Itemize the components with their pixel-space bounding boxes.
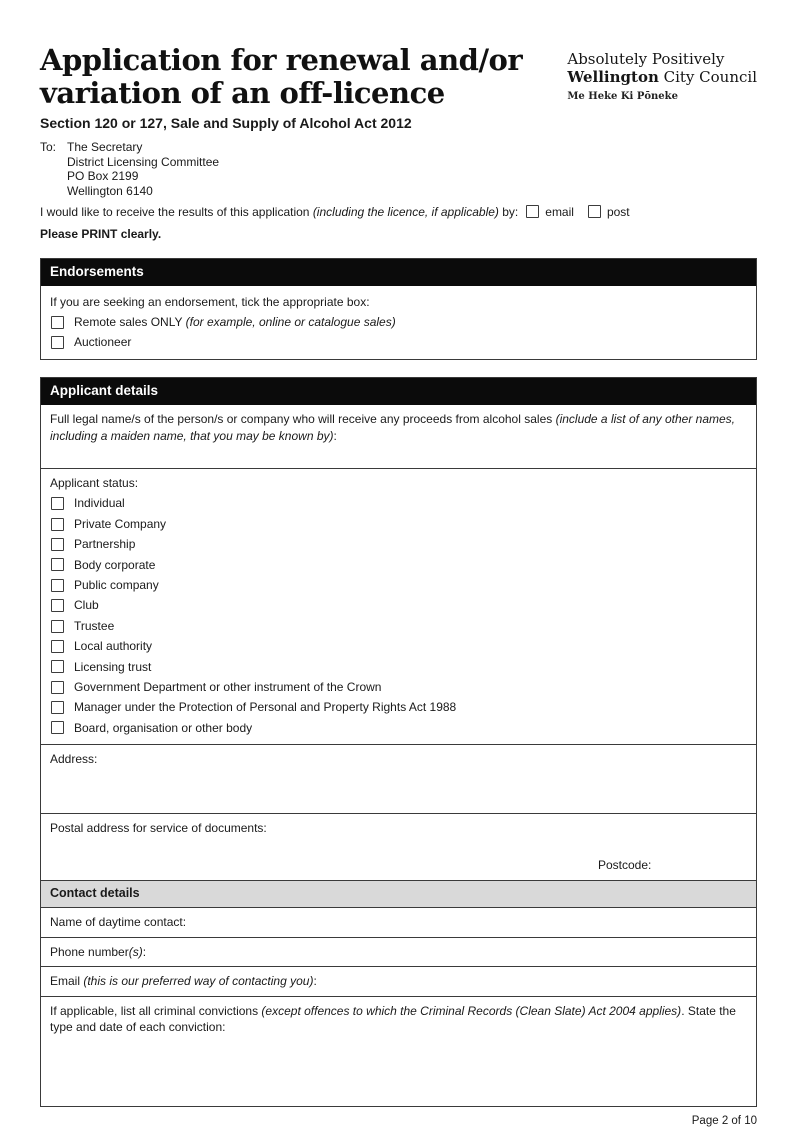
status-option-local-authority — [50, 636, 747, 656]
page-number: Page 2 of 10 — [691, 1114, 757, 1127]
individual-checkbox[interactable] — [51, 497, 64, 510]
phone-number-label: Phone number — [50, 944, 129, 959]
status-option-government-department — [50, 677, 747, 697]
logo-wellington: Wellington — [567, 68, 659, 86]
status-option-label: Private Company — [74, 516, 167, 531]
daytime-contact-label: Name of daytime contact: — [50, 915, 187, 930]
form-subtitle: Section 120 or 127, Sale and Supply of Alcohol Act 2012 — [40, 115, 412, 131]
body-corporate-checkbox[interactable] — [51, 558, 64, 571]
endorsement-option-remote-sales — [50, 312, 747, 332]
to-label: To: — [40, 140, 57, 154]
page-header — [40, 44, 757, 110]
email-field[interactable] — [41, 966, 756, 996]
applicant-details-section — [40, 377, 757, 1107]
applicant-status-options — [50, 492, 747, 739]
status-option-label: Individual — [74, 496, 125, 511]
email-label: Email — [50, 974, 84, 989]
status-option-partnership — [50, 534, 747, 554]
applicant-details-section-header: Applicant details — [41, 378, 756, 405]
page-title-line1: Application for renewal and/or — [40, 43, 523, 77]
postal-address-field[interactable] — [41, 813, 756, 880]
endorsements-body — [41, 286, 756, 359]
status-option-club — [50, 595, 747, 615]
convictions-label-note: (except offences to which the Criminal Records (Clean Slate) Act 2004 applies) — [261, 1003, 682, 1018]
applicant-status-field — [41, 468, 756, 744]
status-option-private-company — [50, 514, 747, 534]
full-legal-name-colon: : — [333, 428, 337, 443]
address-field[interactable] — [41, 744, 756, 813]
receive-results-line — [40, 205, 757, 219]
email-colon: : — [313, 974, 317, 989]
trustee-checkbox[interactable] — [51, 620, 64, 633]
logo-maori-name: Me Heke Ki Pōneke — [567, 91, 678, 102]
endorsements-section-header: Endorsements — [41, 259, 756, 286]
email-checkbox-label: email — [545, 205, 574, 219]
full-legal-name-label: Full legal name/s of the person/s or company who will receive any proceeds from alcohol sales — [50, 412, 556, 426]
status-option-trustee — [50, 616, 747, 636]
full-legal-name-field[interactable] — [41, 405, 756, 468]
addressee-line: The Secretary — [67, 140, 143, 154]
contact-details-subheader: Contact details — [41, 880, 756, 907]
status-option-label: Manager under the Protection of Personal and Property Rights Act 1988 — [74, 700, 457, 715]
licensing-trust-checkbox[interactable] — [51, 660, 64, 673]
email-label-note: (this is our preferred way of contacting you) — [83, 974, 314, 989]
endorsements-instruction: If you are seeking an endorsement, tick the appropriate box: — [50, 295, 370, 309]
addressee-block — [40, 140, 757, 198]
status-option-label: Board, organisation or other body — [74, 720, 253, 735]
endorsement-option-auctioneer — [50, 332, 747, 352]
page-title — [40, 44, 522, 110]
phone-number-colon: : — [142, 944, 147, 959]
addressee-lines — [67, 140, 219, 198]
remote-sales-checkbox[interactable] — [51, 316, 64, 329]
receive-results-suffix: by: — [498, 205, 519, 219]
address-label: Address: — [50, 752, 98, 767]
remote-sales-label-text: Remote sales ONLY — [74, 315, 186, 329]
status-option-manager-ppr-act — [50, 697, 747, 717]
status-option-body-corporate — [50, 555, 747, 575]
club-checkbox[interactable] — [51, 599, 64, 612]
auctioneer-label-text: Auctioneer — [74, 335, 132, 349]
convictions-label: If applicable, list all criminal convictions — [50, 1003, 262, 1018]
daytime-contact-field[interactable] — [41, 907, 756, 937]
postal-address-label: Postal address for service of documents: — [50, 821, 267, 836]
status-option-individual — [50, 494, 747, 514]
post-checkbox[interactable] — [588, 205, 601, 218]
print-clearly-notice: Please PRINT clearly. — [40, 227, 162, 241]
phone-number-field[interactable] — [41, 937, 756, 967]
status-option-label: Partnership — [74, 537, 136, 552]
partnership-checkbox[interactable] — [51, 538, 64, 551]
addressee-line: District Licensing Committee — [67, 154, 220, 169]
logo-slogan: Absolutely Positively — [567, 50, 725, 68]
addressee-line: PO Box 2199 — [67, 169, 139, 183]
government-department-checkbox[interactable] — [51, 681, 64, 694]
full-legal-name-note: (include a list of any other names, including a maiden name, that you may be known by) — [50, 412, 736, 443]
status-option-label: Trustee — [74, 618, 115, 633]
postcode-label: Postcode: — [598, 857, 652, 872]
private-company-checkbox[interactable] — [51, 518, 64, 531]
status-option-label: Local authority — [74, 639, 153, 654]
email-checkbox[interactable] — [526, 205, 539, 218]
status-option-label: Body corporate — [74, 557, 156, 572]
status-option-label: Government Department or other instrument of the Crown — [74, 679, 382, 694]
local-authority-checkbox[interactable] — [51, 640, 64, 653]
status-option-licensing-trust — [50, 657, 747, 677]
phone-number-label-note: (s) — [128, 944, 143, 959]
remote-sales-label — [74, 315, 396, 329]
applicant-status-label: Applicant status: — [50, 476, 139, 490]
logo-council-name — [567, 68, 757, 86]
manager-ppr-act-checkbox[interactable] — [51, 701, 64, 714]
status-option-label: Licensing trust — [74, 659, 152, 674]
council-logo — [567, 50, 757, 110]
receive-results-note: (including the licence, if applicable) — [312, 205, 499, 219]
addressee-line: Wellington 6140 — [67, 183, 153, 198]
criminal-convictions-field[interactable] — [41, 996, 756, 1106]
public-company-checkbox[interactable] — [51, 579, 64, 592]
board-organisation-checkbox[interactable] — [51, 721, 64, 734]
auctioneer-checkbox[interactable] — [51, 336, 64, 349]
status-option-board-organisation — [50, 718, 747, 738]
convictions-label-suffix: . State the type and date of each conviction: — [50, 1003, 736, 1035]
receive-results-text: I would like to receive the results of this application — [40, 205, 313, 219]
post-checkbox-label: post — [606, 205, 630, 219]
endorsements-section — [40, 258, 757, 360]
status-option-label: Public company — [74, 578, 159, 592]
auctioneer-label — [74, 335, 131, 349]
remote-sales-label-note: (for example, online or catalogue sales) — [185, 315, 396, 329]
logo-city-council: City Council — [658, 68, 757, 86]
status-option-label: Club — [74, 598, 99, 613]
page-title-line2: variation of an off-licence — [40, 76, 445, 110]
status-option-public-company — [50, 575, 747, 595]
